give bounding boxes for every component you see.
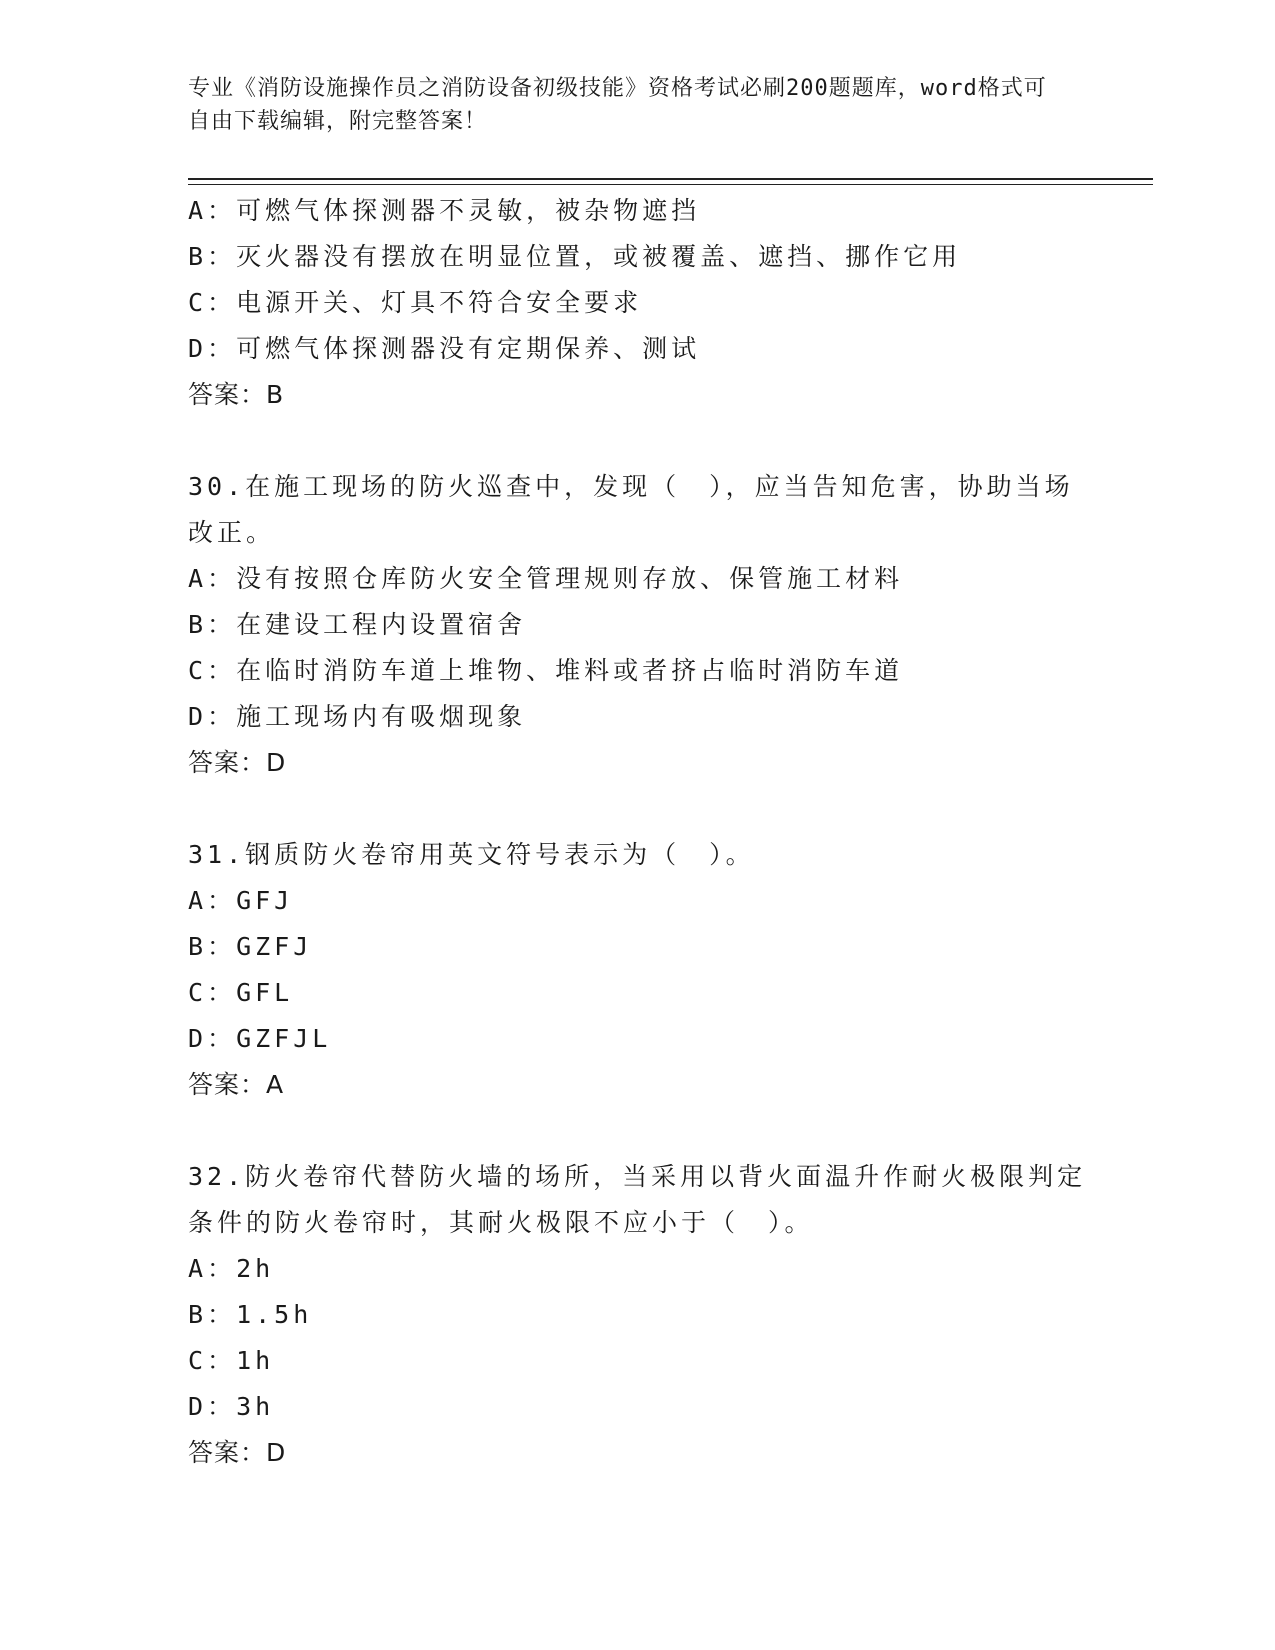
question-stem: 31.钢质防火卷帘用英文符号表示为（ ）。 [188,840,755,869]
question-31-block [188,832,1088,1108]
answer: 答案：D [188,1438,287,1467]
option-c: C：电源开关、灯具不符合安全要求 [188,288,643,317]
option-d: D：3h [188,1392,275,1421]
question-29-block [188,188,1088,418]
option-d: D：GZFJL [188,1024,332,1053]
option-c: C：1h [188,1346,275,1375]
answer: 答案：A [188,1070,285,1099]
question-32-block [188,1154,1088,1476]
option-a: A：没有按照仓库防火安全管理规则存放、保管施工材料 [188,564,904,593]
option-d: D：施工现场内有吸烟现象 [188,702,527,731]
header-divider-thick [188,178,1153,180]
question-list [188,188,1088,1476]
option-b: B：1.5h [188,1300,313,1329]
option-b: B：灭火器没有摆放在明显位置，或被覆盖、遮挡、挪作它用 [188,242,962,271]
document-header: 专业《消防设施操作员之消防设备初级技能》资格考试必刷200题题库，word格式可自由下载编辑，附完整答案！ [188,76,1047,134]
question-30-block [188,464,1088,786]
question-stem: 30.在施工现场的防火巡查中，发现（ ），应当告知危害，协助当场改正。 [188,472,1074,547]
option-a: A：GFJ [188,886,294,915]
answer: 答案：D [188,748,287,777]
option-c: C：在临时消防车道上堆物、堆料或者挤占临时消防车道 [188,656,904,685]
answer: 答案：B [188,380,285,409]
option-a: A：2h [188,1254,275,1283]
option-b: B：在建设工程内设置宿舍 [188,610,527,639]
option-c: C：GFL [188,978,294,1007]
option-a: A：可燃气体探测器不灵敏，被杂物遮挡 [188,196,701,225]
option-b: B：GZFJ [188,932,313,961]
question-stem: 32.防火卷帘代替防火墙的场所，当采用以背火面温升作耐火极限判定条件的防火卷帘时，其耐火极限不应小于（ ）。 [188,1162,1087,1237]
option-d: D：可燃气体探测器没有定期保养、测试 [188,334,701,363]
header-divider-thin [188,184,1153,185]
